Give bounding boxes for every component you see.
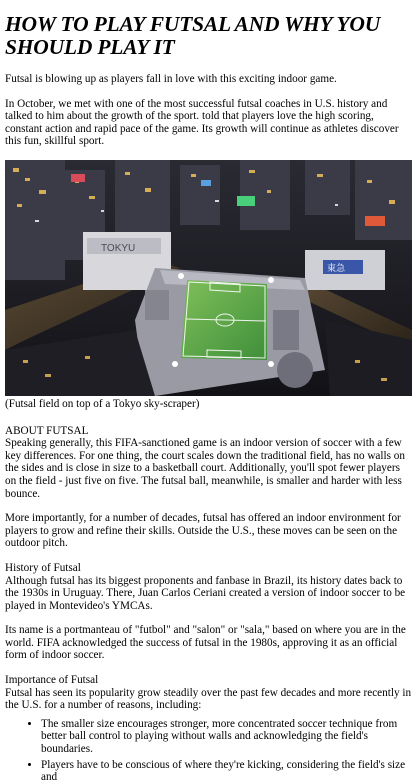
- futsal-rooftop-photo: [5, 160, 412, 396]
- importance-list: [5, 718, 412, 784]
- intro-paragraph: Futsal is blowing up as players fall in love with this exciting indoor game.: [5, 73, 337, 85]
- building-sign-left: TOKYU: [101, 242, 136, 254]
- importance-heading: Importance of Futsal: [5, 674, 99, 687]
- about-paragraph-1: Speaking generally, this FIFA-sanctioned game is an indoor version of soccer with a few key differences. For one thing, the court scales down the traditional field, has no walls on the sides and is close in size to a basketball court. Additionally, you'll spot fewer players on the field - just five on five. The futsal ball, meanwhile, is smaller and harder with less bounce.: [5, 437, 405, 500]
- article: [0, 13, 417, 784]
- october-paragraph: In October, we met with one of the most successful futsal coaches in U.S. history and talked to him about the growth of the sport. told that players love the high scoring, constant action and rapid pace of the game. Its growth will continue as athletes discover this fun, skillful sport.: [5, 97, 399, 148]
- image-caption: (Futsal field on top of a Tokyo sky-scraper): [5, 397, 200, 410]
- history-heading: History of Futsal: [5, 561, 81, 574]
- history-paragraph-1: Although futsal has its biggest proponents and fanbase in Brazil, its history dates back to the 1930s in Uruguay. There, Juan Carlos Ceriani created a version of indoor soccer to be played in Montevideo's YMCAs.: [5, 574, 406, 612]
- about-paragraph-2: More importantly, for a number of decades, futsal has offered an indoor environment for players to grow and refine their skills. Outside the U.S., these moves can be seen on the outdoor pitch.: [5, 512, 401, 550]
- article-title: HOW TO PLAY FUTSAL AND WHY YOU SHOULD PLAY IT: [5, 12, 381, 59]
- building-sign-right: 東急: [327, 263, 346, 274]
- about-heading: ABOUT FUTSAL: [5, 424, 89, 437]
- list-item: • The smaller size encourages stronger, more concentrated soccer technique from better ball control to playing without walls and acknowledging the field's boundaries.: [41, 718, 412, 756]
- list-item: • Players have to be conscious of where they're kicking, considering the field's size and: [41, 759, 412, 784]
- history-paragraph-2: Its name is a portmanteau of "futbol" and "salon" or "sala," based on where you are in the world. FIFA acknowledged the success of futsal in the 1980s, approving it as an official form of indoor soccer.: [5, 624, 406, 662]
- importance-paragraph: Futsal has seen its popularity grow steadily over the past few decades and more recently in the U.S. for a number of reasons, including:: [5, 686, 412, 712]
